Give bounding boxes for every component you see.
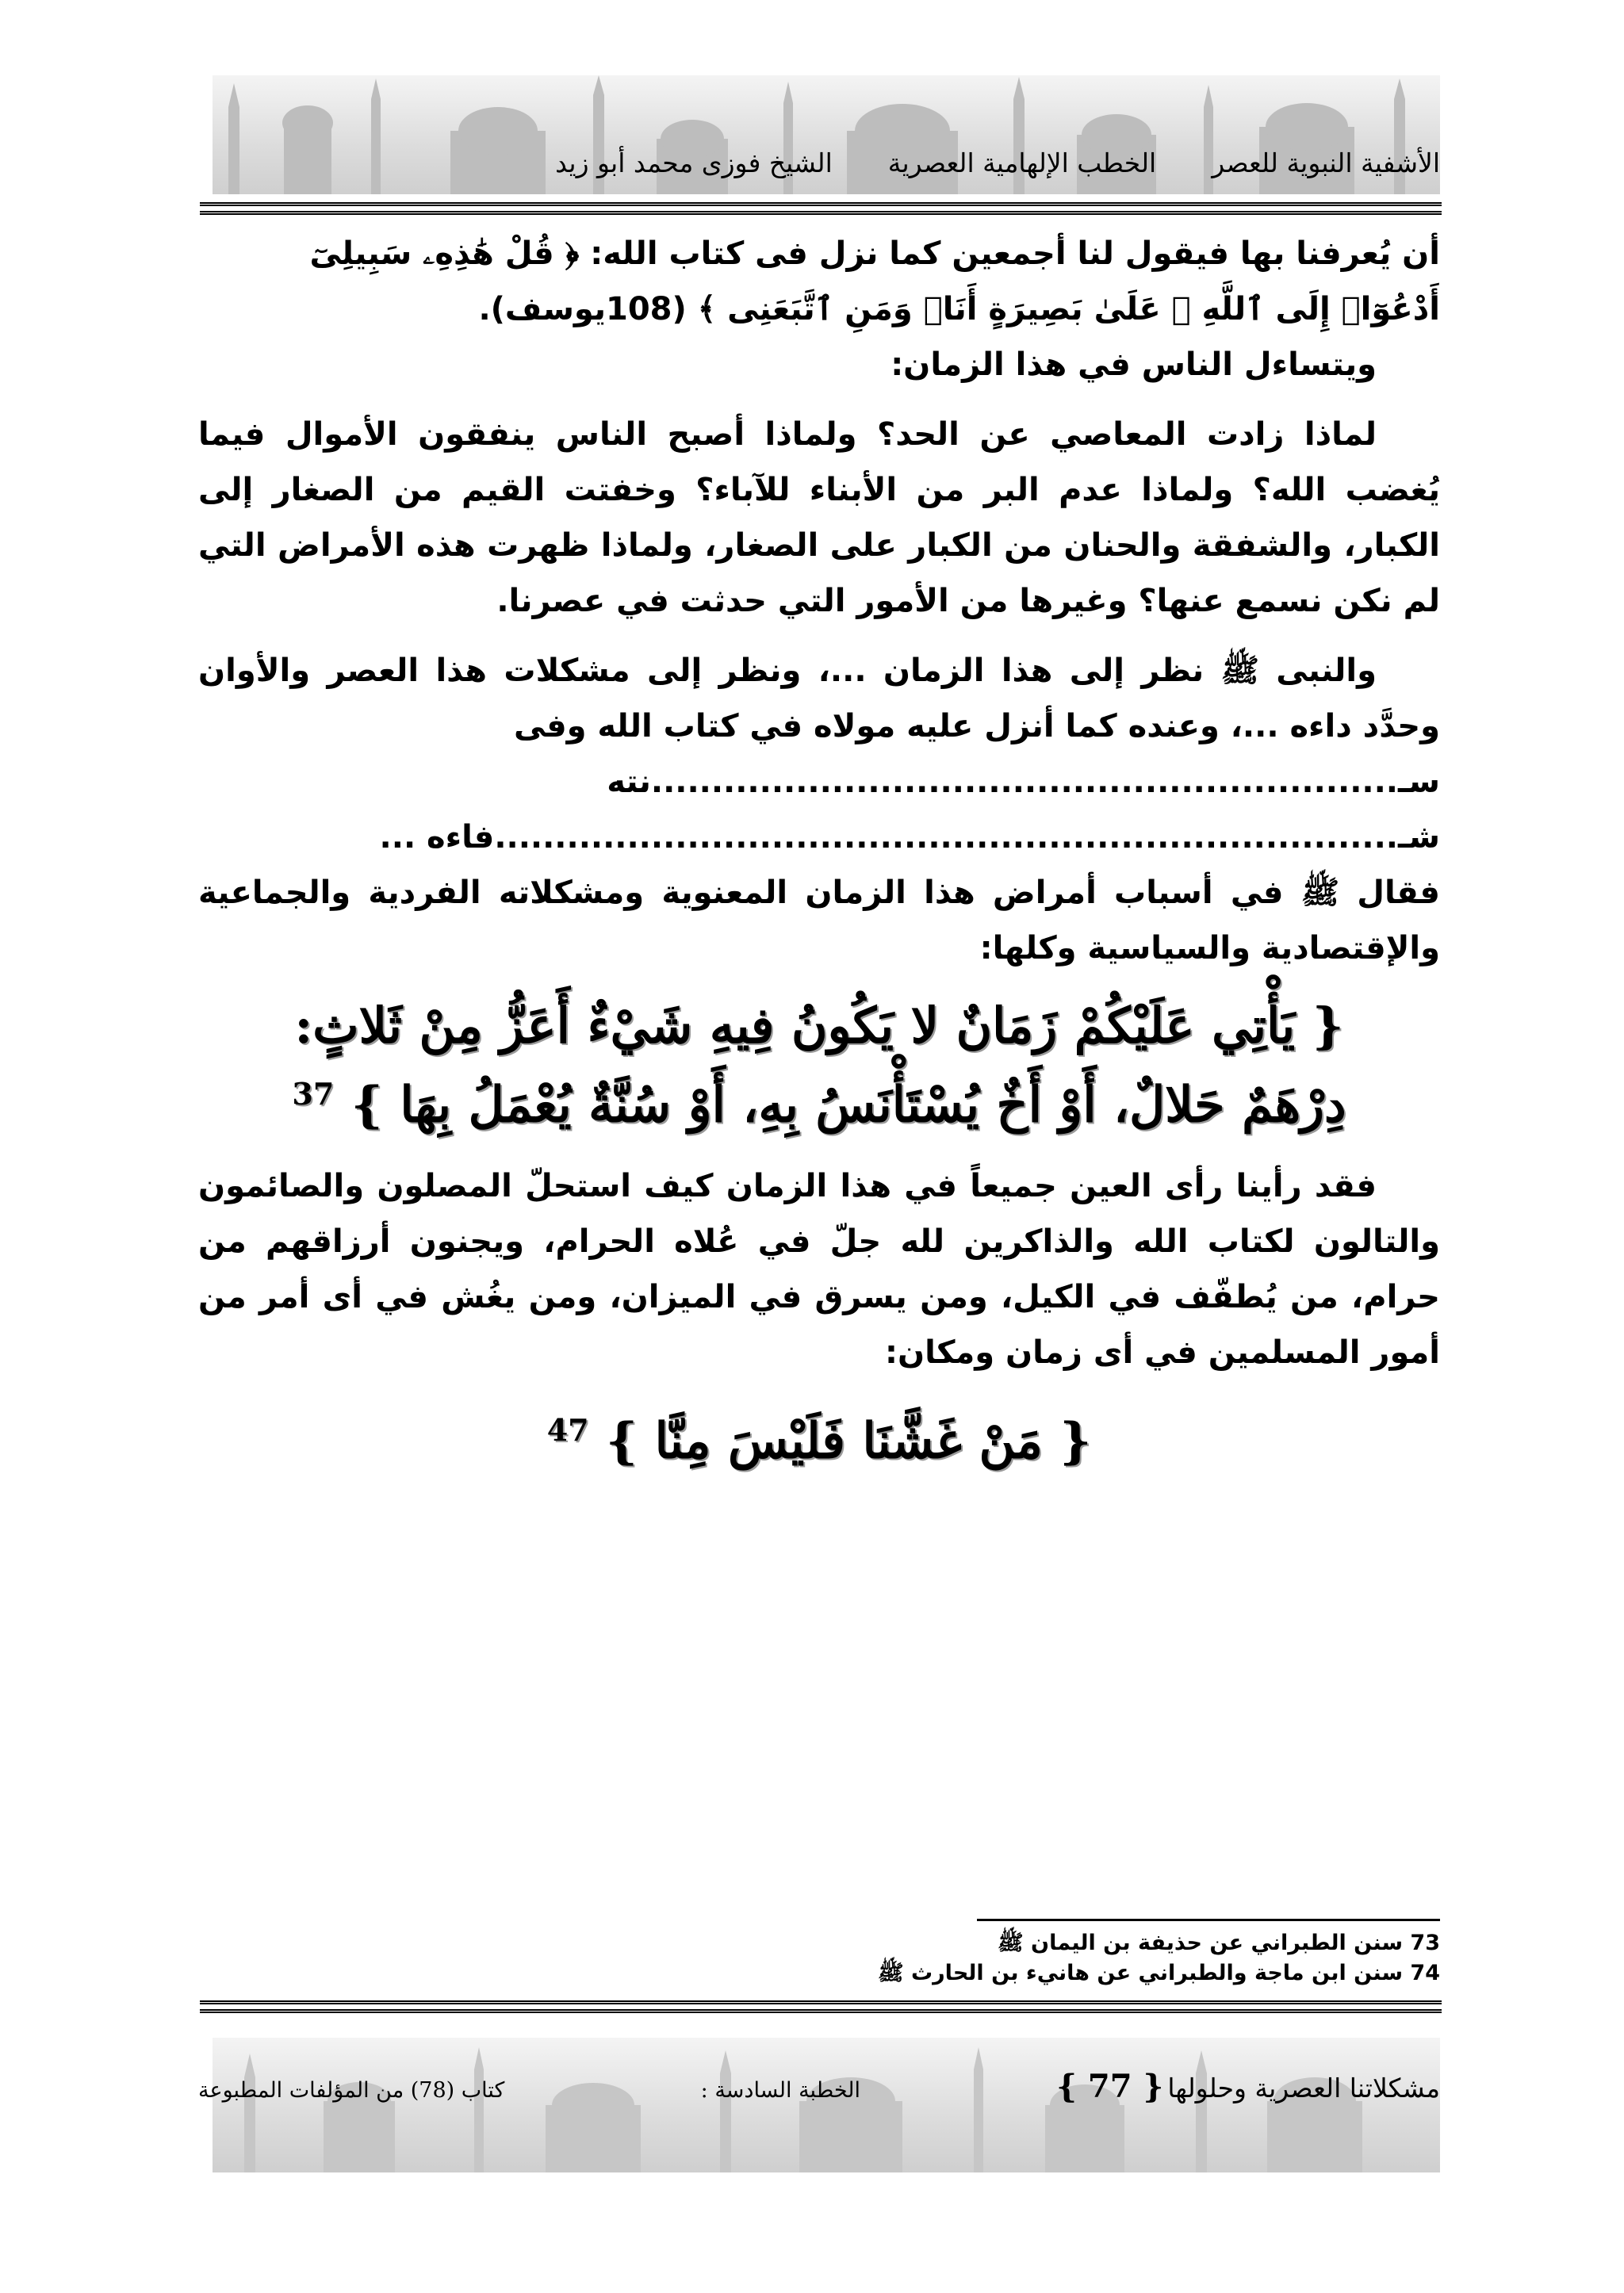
footer-book-reference: كتاب (78) من المؤلفات المطبوعة: [198, 2078, 505, 2103]
hadith-2-text: { مَنْ غَشَّنَا فَلَيْسَ مِنَّا }: [606, 1411, 1092, 1470]
observation-paragraph: فقد رأينا رأى العين جميعاً في هذا الزمان كيف استحلّ المصلون والصائمون والتالون لكتاب الله والذاكرين لله جلّ في عُلاه الحرام، ويجنون أرزاقهم من حرام، من يُطفّف في الكيل، ومن يسرق في الميزان، ومن يغُش في أى أمر من أمور المسلمين في أى زمان ومكان:: [198, 1167, 1440, 1371]
hadith-1: [198, 992, 1440, 1139]
running-header: [187, 147, 1440, 178]
body-line-2: أَدْعُوٓا۟ إِلَى ٱللَّهِ ۚ عَلَىٰ بَصِيرَةٍ أَنَا۠ وَمَنِ ٱتَّبَعَنِى ﴾ (108يوسف).: [478, 291, 1440, 327]
footer-sermon-title: مشكلاتنا العصرية وحلولها: [1167, 2073, 1440, 2104]
footnote-73: 73 سنن الطبراني عن حذيفة بن اليمان ﷺ: [998, 1931, 1440, 1955]
footnote-separator: [977, 1919, 1440, 1921]
footer-sermon-label: الخطبة السادسة :: [700, 2078, 860, 2103]
footer-banner: [213, 2038, 1440, 2172]
hadith-1-line-2: دِرْهَمٌ حَلالٌ، أَوْ أَخٌ يُسْتَأْنَسُ بِهِ، أَوْ سُنَّةٌ يُعْمَلُ بِهَا }: [350, 1075, 1346, 1134]
hadith-2-reference: 47: [546, 1411, 589, 1448]
prophet-paragraph: والنبى ﷺ نظر إلى هذا الزمان ...، ونظر إلى مشكلات هذا العصر والأوان وحدَّد داءه ...، وعنده كما أنزل عليه مولاه في كتاب الله وفى: [198, 653, 1440, 745]
header-author: الشيخ فوزى محمد أبو زيد: [555, 147, 833, 178]
question-intro: ويتساءل الناس في هذا الزمان:: [891, 346, 1377, 383]
questions-paragraph: لماذا زادت المعاصي عن الحد؟ ولماذا أصبح الناس ينفقون الأموال فيما يُغضب الله؟ ولماذا عدم البر من الأبناء للآباء؟ وخفتت القيم من الصغار إلى الكبار، والشفقة والحنان من الكبار على الصغار، ولماذا ظهرت هذه الأمراض التي لم نكن نسمع عنها؟ وغيرها من الأمور التي حدثت في عصرنا.: [198, 416, 1440, 619]
running-footer: [198, 2068, 1440, 2105]
sunnah-line: سـ..............................................................نته شـ...........................................................................فاءه ...: [379, 764, 1440, 856]
footnote-74: 74 سنن ابن ماجة والطبراني عن هانيء بن الحارث ﷺ: [877, 1961, 1440, 1985]
footnotes: [198, 1928, 1440, 1989]
hadith-1-line-1: { يَأْتِي عَلَيْكُمْ زَمَانٌ لا يَكُونُ فِيهِ شَيْءٌ أَعَزُّ مِنْ ثَلاثٍ:: [294, 997, 1344, 1055]
hadith-2: [198, 1396, 1440, 1476]
header-divider: [200, 202, 1442, 215]
page-body: [198, 226, 1440, 1494]
header-book-title: الأشفية النبوية للعصر: [1212, 147, 1440, 178]
body-line-1: أن يُعرفنا بها فيقول لنا أجمعين كما نزل فى كتاب الله: ﴿ قُلْ هَٰذِهِۦ سَبِيلِىٓ: [309, 235, 1440, 272]
header-series-title: الخطب الإلهامية العصرية: [887, 147, 1157, 178]
causes-paragraph: فقال ﷺ في أسباب أمراض هذا الزمان المعنوية ومشكلاته الفردية والجماعية والإقتصادية والسياسية وكلها:: [198, 875, 1440, 967]
footer-divider: [200, 2000, 1442, 2013]
hadith-1-reference: 37: [292, 1076, 335, 1112]
footer-page-group: [1056, 2068, 1440, 2105]
mosque-skyline-icon: [213, 2038, 1440, 2172]
page-number: { 77 }: [1056, 2068, 1164, 2105]
